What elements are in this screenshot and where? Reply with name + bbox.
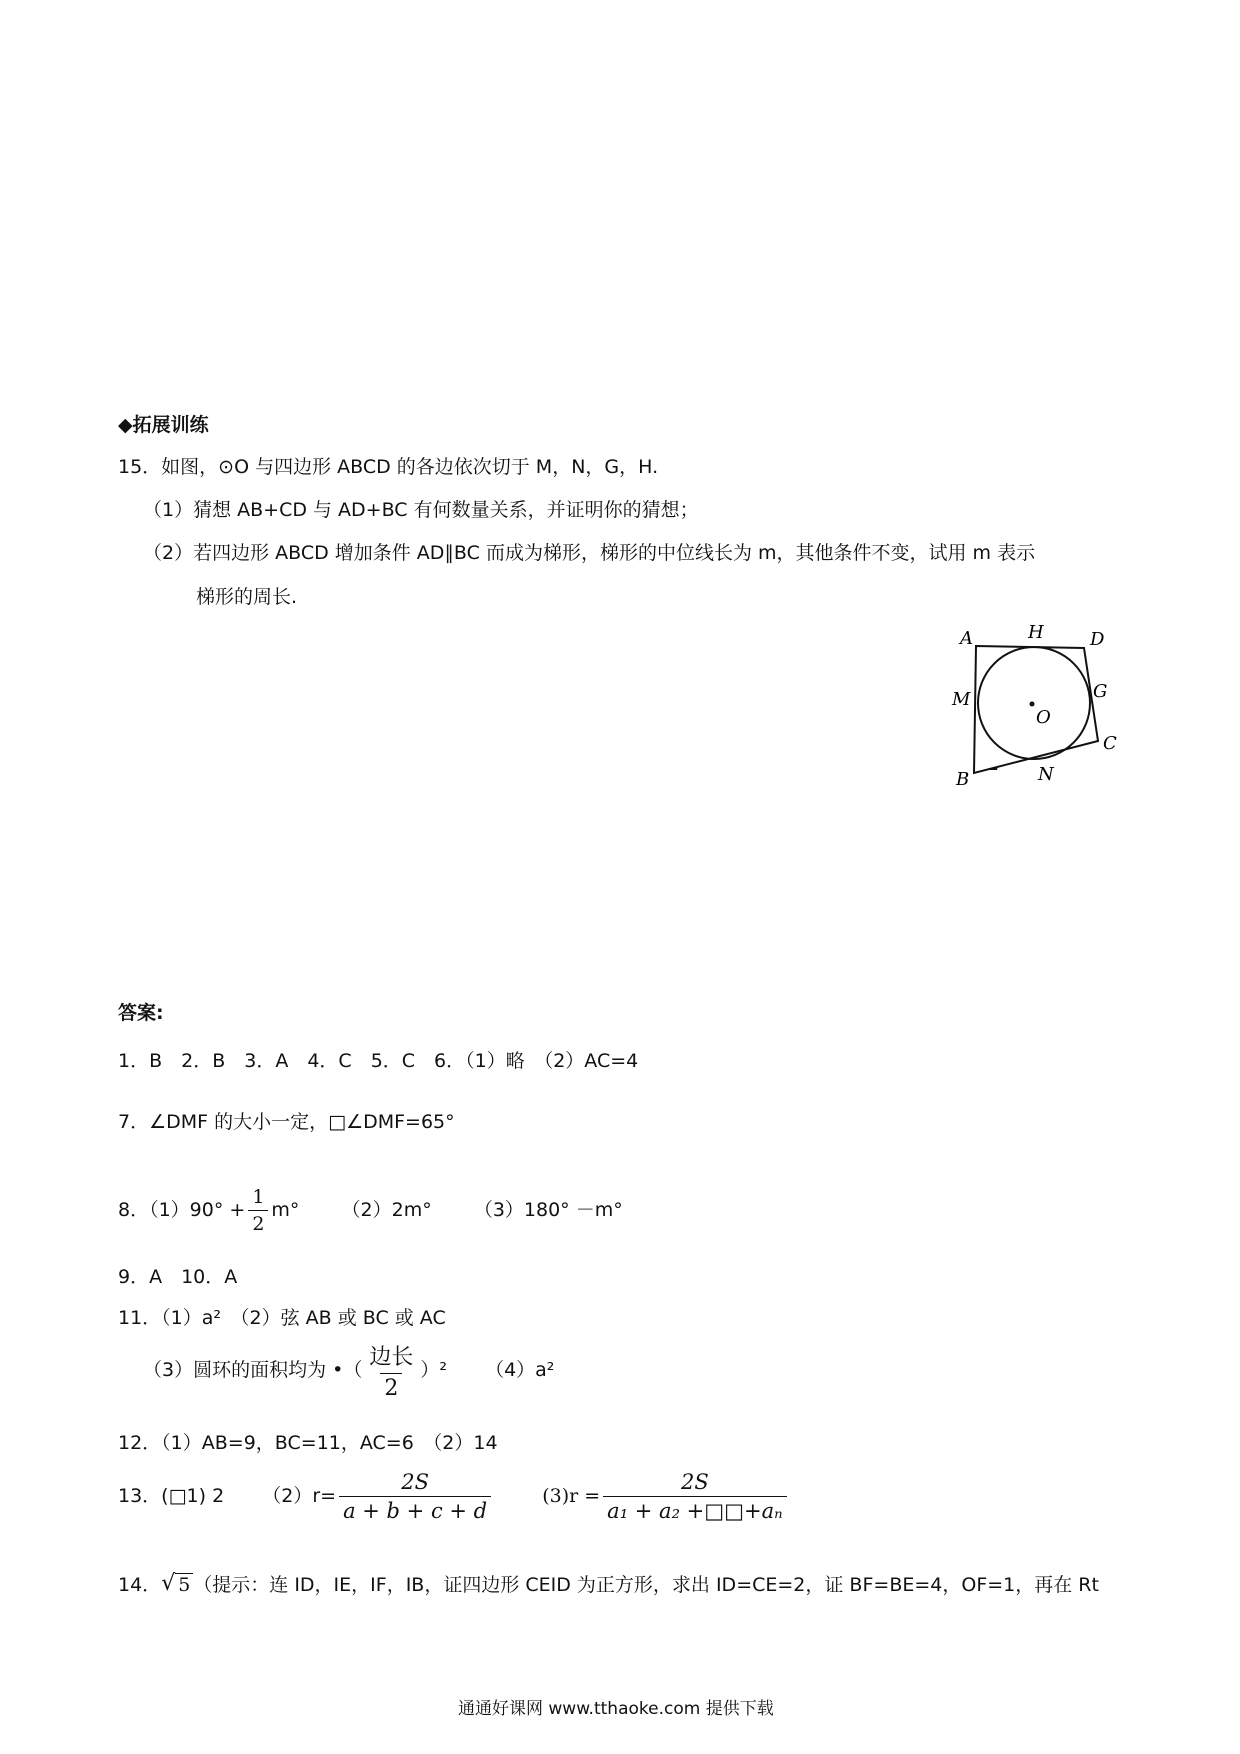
label-B: B — [956, 769, 970, 790]
answer-8-after-fraction: m° — [271, 1199, 300, 1221]
answer-8-plus: + — [229, 1199, 246, 1221]
answer-11-part3-after: ）² — [420, 1359, 447, 1381]
radicand: 5 — [175, 1573, 193, 1596]
answer-14-number: 14． — [118, 1574, 162, 1596]
problem-15-part2-line2: 梯形的周长. — [196, 586, 298, 608]
fraction-numerator: 2S — [401, 1470, 429, 1494]
label-G: G — [1093, 681, 1108, 702]
answer-13-prefix: 13．(□1) 2 — [118, 1485, 225, 1507]
fraction-denominator — [603, 1496, 786, 1523]
fraction-denominator: 2 — [248, 1210, 268, 1235]
answer-8-prefix: 8．（1）90° — [118, 1199, 224, 1221]
answer-13-part2-label: （2）r= — [262, 1485, 337, 1507]
denominator-ellipsis-box: □□ — [704, 1499, 744, 1523]
answer-line-13 — [118, 1470, 790, 1523]
answer-8-part3: （3）180° －m° — [473, 1199, 623, 1221]
answer-line-12: 12．（1）AB=9，BC=11，AC=6 （2）14 — [118, 1432, 498, 1454]
answer-line-11a: 11．（1）a² （2）弦 AB 或 BC 或 AC — [118, 1307, 446, 1329]
answer-line-1-6: 1．B 2．B 3．A 4．C 5．C 6．（1）略 （2）AC=4 — [118, 1050, 639, 1072]
fraction-2s-over-sum — [603, 1470, 786, 1523]
center-point — [1030, 702, 1035, 707]
problem-15-part1: （1）猜想 AB+CD 与 AD+BC 有何数量关系，并证明你的猜想； — [143, 499, 699, 521]
page-footer: 通通好课网 www.tthaoke.com 提供下载 — [458, 1699, 774, 1719]
answer-8-part2: （2）2m° — [341, 1199, 432, 1221]
fraction-side-over-two — [365, 1340, 417, 1401]
answer-13-part3-label: (3)r = — [542, 1485, 601, 1507]
fraction-denominator: a + b + c + d — [339, 1496, 491, 1523]
label-D: D — [1090, 629, 1105, 650]
fraction-numerator: 1 — [252, 1186, 265, 1208]
problem-15-stem: 15．如图，⊙O 与四边形 ABCD 的各边依次切于 M，N，G，H. — [118, 456, 659, 478]
answers-heading: 答案: — [118, 1002, 164, 1024]
label-A: A — [960, 628, 973, 649]
answer-line-9-10: 9．A 10．A — [118, 1266, 238, 1288]
answer-line-7: 7．∠DMF 的大小一定，□∠DMF=65° — [118, 1111, 455, 1133]
geometry-figure — [940, 620, 1140, 795]
answer-line-14 — [118, 1570, 1099, 1597]
fraction-numerator: 边长 — [369, 1345, 414, 1370]
radical-icon: √ — [161, 1571, 176, 1596]
answer-line-11b — [143, 1340, 554, 1401]
section-heading — [118, 410, 209, 437]
answer-14-hint: （提示：连 ID，IE，IF，IB，证四边形 CEID 为正方形，求出 ID=CE=2，证 BF=BE=4，OF=1，再在 Rt — [193, 1574, 1099, 1596]
problem-15-part2-line1: （2）若四边形 ABCD 增加条件 AD∥BC 而成为梯形，梯形的中位线长为 m，其他条件不变，试用 m 表示 — [143, 542, 1036, 564]
answer-line-8 — [118, 1186, 623, 1235]
label-C: C — [1103, 733, 1117, 754]
denominator-a1-a2: a₁ + a₂ + — [607, 1499, 705, 1523]
label-O: O — [1036, 707, 1051, 728]
answer-11-part4: （4）a² — [485, 1359, 555, 1381]
denominator-an: +aₙ — [743, 1499, 783, 1523]
fraction-numerator: 2S — [681, 1470, 709, 1494]
section-title: 拓展训练 — [132, 414, 209, 436]
fraction-2s-over-abcd — [339, 1470, 491, 1523]
label-M: M — [952, 689, 971, 710]
fraction-one-half — [248, 1186, 268, 1235]
label-H: H — [1028, 622, 1044, 643]
fraction-denominator: 2 — [380, 1373, 402, 1401]
sqrt-five — [161, 1571, 193, 1596]
label-N: N — [1038, 764, 1054, 785]
section-bullet: ◆ — [118, 414, 133, 436]
answer-11-part3-prefix: （3）圆环的面积均为 •（ — [143, 1359, 363, 1381]
